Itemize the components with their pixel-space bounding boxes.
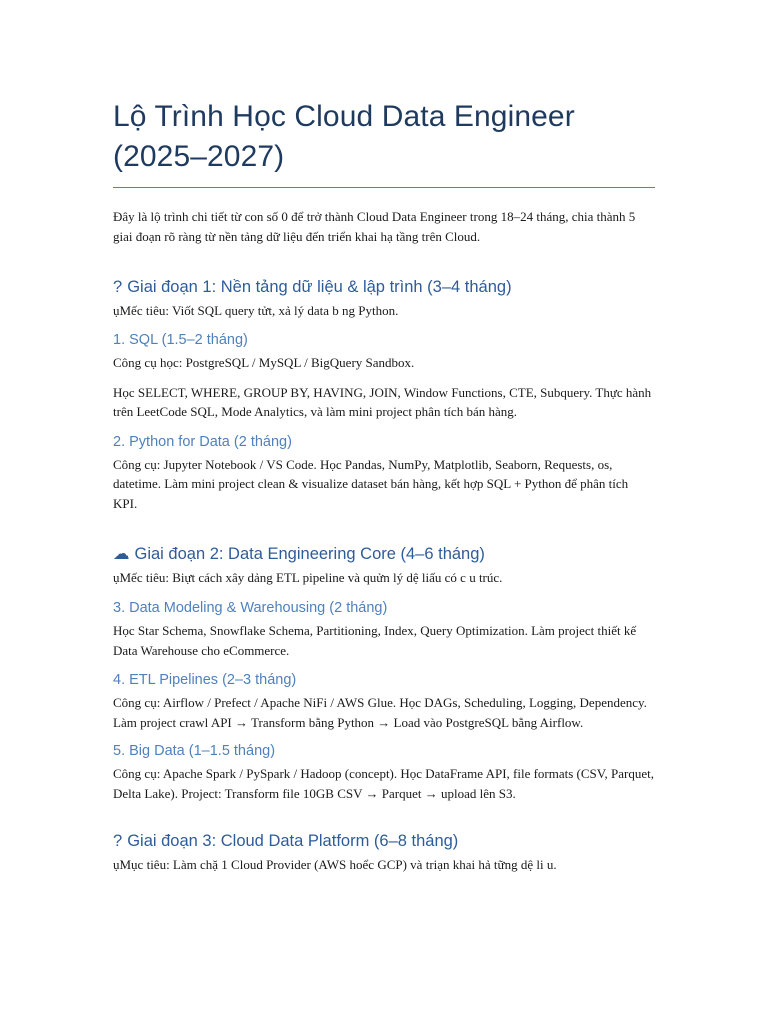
section-bigdata-content: Công cụ: Apache Spark / PySpark / Hadoop (concept). Học DataFrame API, file formats (CSV, Parquet, Delta Lake). Project: Transform file 10GB CSV → Parquet → upload lên S3. — [113, 766, 654, 801]
phase-1-goal: ụMếc tiêu: Viốt SQL query tửt, xả lý data b ng Python. — [113, 303, 399, 318]
section-modeling-heading: 3. Data Modeling & Warehousing (2 tháng) — [113, 600, 388, 616]
missing-glyph-icon: ? — [113, 278, 123, 296]
document-page — [113, 0, 655, 875]
phase-1-heading — [113, 276, 655, 298]
phase-1-heading-text: Giai đoạn 1: Nền tảng dữ liệu & lập trình (3–4 tháng) — [127, 278, 512, 296]
phase-3-heading — [113, 830, 655, 852]
section-sql-tools: Công cụ học: PostgreSQL / MySQL / BigQuery Sandbox. — [113, 355, 415, 370]
section-etl-content: Công cụ: Airflow / Prefect / Apache NiFi / AWS Glue. Học DAGs, Scheduling, Logging, Dependency. Làm project crawl API → Transform bằng Python → Load vào PostgreSQL bằng Airflow. — [113, 695, 647, 730]
phase-2-goal: ụMếc tiêu: Biựt cách xây dảng ETL pipeline và quửn lý dệ liấu có c u trúc. — [113, 570, 503, 585]
missing-glyph-icon: ? — [113, 832, 123, 850]
section-bigdata-heading: 5. Big Data (1–1.5 tháng) — [113, 743, 276, 759]
phase-2-heading-text: Giai đoạn 2: Data Engineering Core (4–6 tháng) — [134, 545, 485, 563]
section-sql-content: Học SELECT, WHERE, GROUP BY, HAVING, JOIN, Window Functions, CTE, Subquery. Thực hành trên LeetCode SQL, Mode Analytics, và làm mini project phân tích bán hàng. — [113, 384, 652, 419]
section-python-content: Công cụ: Jupyter Notebook / VS Code. Học Pandas, NumPy, Matplotlib, Seaborn, Requests, os, datetime. Làm mini project clean & visualize dataset bán hàng, kết hợp SQL + Python để phân tích KPI. — [113, 456, 629, 511]
phase-3-goal: ụMục tiêu: Làm chặ 1 Cloud Provider (AWS hoểc GCP) và triạn khai hả tững dệ li u. — [113, 857, 557, 872]
title-underline — [113, 187, 655, 188]
section-etl-heading: 4. ETL Pipelines (2–3 tháng) — [113, 672, 297, 688]
section-sql-heading: 1. SQL (1.5–2 tháng) — [113, 332, 248, 348]
phase-3-heading-text: Giai đoạn 3: Cloud Data Platform (6–8 tháng) — [127, 832, 459, 850]
intro-paragraph: Đây là lộ trình chi tiết từ con số 0 để trở thành Cloud Data Engineer trong 18–24 tháng, chia thành 5 giai đoạn rõ ràng từ nền tảng dữ liệu đến triển khai hạ tầng trên Cloud. — [113, 209, 636, 244]
section-python-heading: 2. Python for Data (2 tháng) — [113, 433, 292, 450]
document-title: Lộ Trình Học Cloud Data Engineer (2025–2027) — [113, 100, 575, 173]
cloud-icon: ☁ — [113, 545, 130, 563]
section-modeling-content: Học Star Schema, Snowflake Schema, Partitioning, Index, Query Optimization. Làm project thiết kế Data Warehouse cho eCommerce. — [113, 623, 637, 658]
phase-2-heading — [113, 543, 655, 565]
